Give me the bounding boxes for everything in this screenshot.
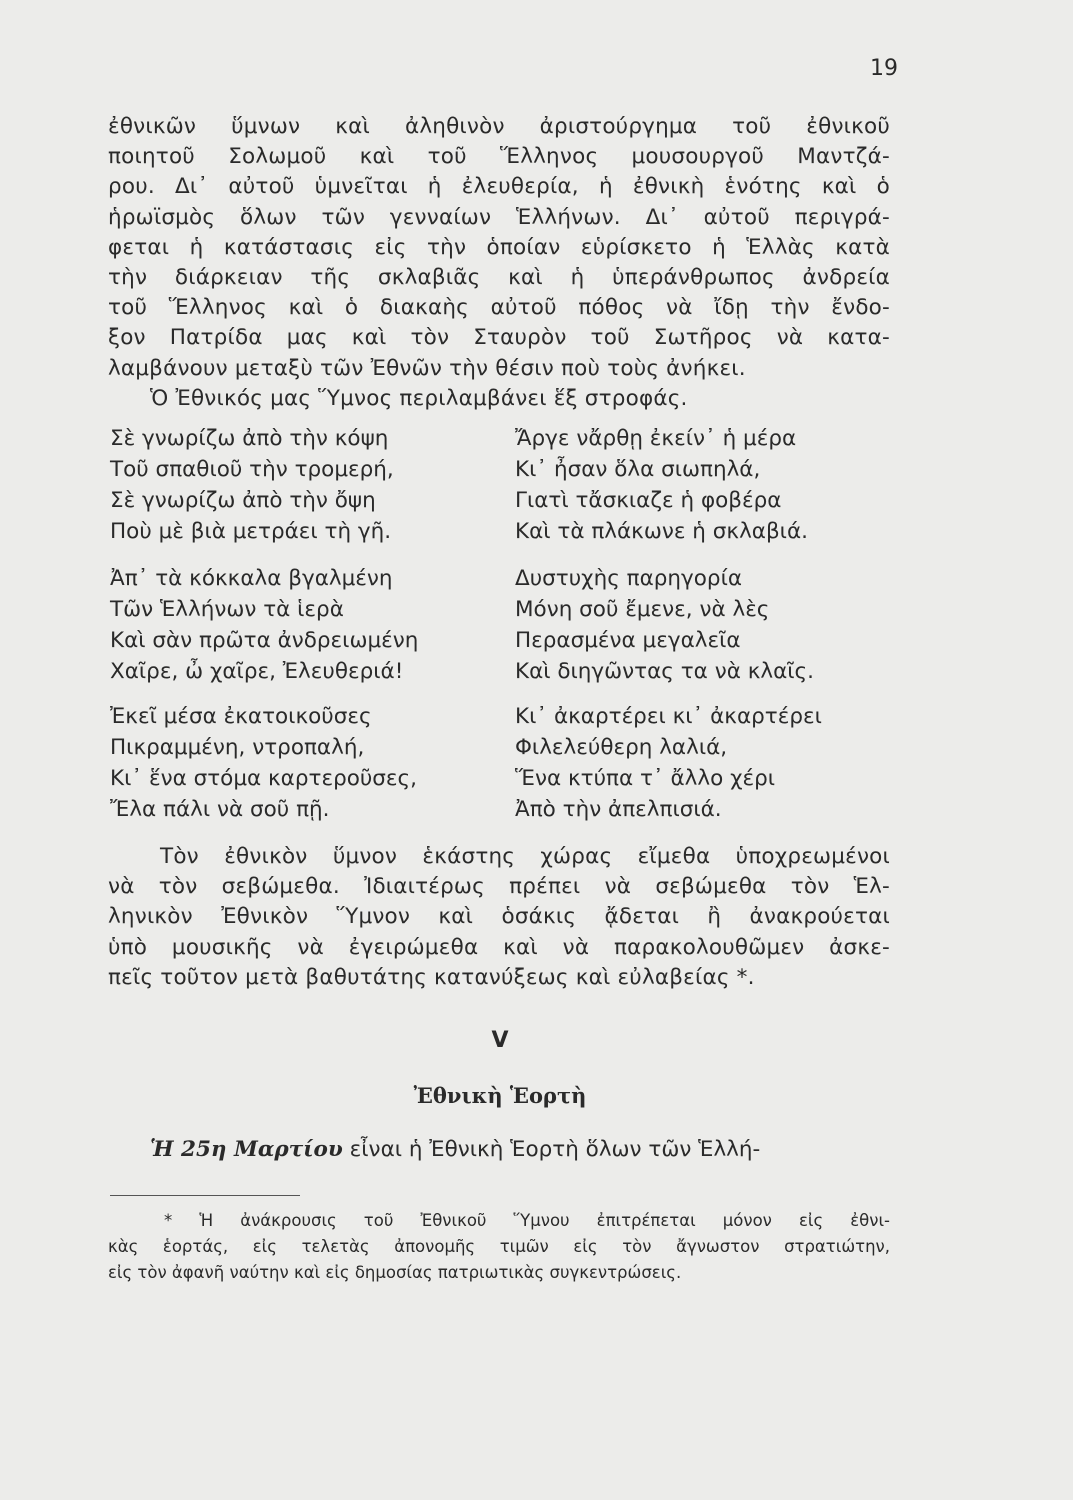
verse-line: Καὶ διηγῶντας τα νὰ κλαῖς. — [515, 659, 815, 684]
stanza-4 — [515, 563, 814, 687]
stanza-5 — [110, 701, 417, 825]
verse-line: Ἀπὸ τὴν ἀπελπισιά. — [515, 797, 722, 822]
verse-line: Δυστυχὴς παρηγορία — [515, 566, 743, 591]
verse-line: Κι᾽ ἀκαρτέρει κι᾽ ἀκαρτέρει — [515, 704, 822, 729]
page-number: 19 — [870, 56, 898, 81]
intro-line: ρου. Δι᾽ αὐτοῦ ὑμνεῖται ἡ ἐλευθερία, ἡ ἐθνικὴ ἑνότης καὶ ὁ — [108, 174, 890, 200]
verse-line: Ποὺ μὲ βιὰ μετράει τὴ γῆ. — [110, 519, 392, 544]
stanza-6 — [515, 701, 822, 825]
verse-line: Ἀπ᾽ τὰ κόκκαλα βγαλμένη — [110, 566, 393, 591]
outro-line: πεῖς τοῦτον μετὰ βαθυτάτης κατανύξεως καὶ εὐλαβείας *. — [108, 964, 755, 990]
verse-line: Τοῦ σπαθιοῦ τὴν τρομερή, — [110, 457, 394, 482]
lead-text: εἶναι ἡ Ἐθνικὴ Ἑορτὴ ὅλων τῶν Ἑλλή- — [342, 1137, 761, 1162]
verse-line: Φιλελεύθερη λαλιά, — [515, 735, 728, 760]
verse-line: Ἕνα κτύπα τ᾽ ἄλλο χέρι — [515, 766, 776, 791]
intro-paragraph — [108, 112, 890, 414]
section-title: Ἐθνικὴ Ἑορτὴ — [413, 1083, 587, 1108]
intro-line: φεται ἡ κατάστασις εἰς τὴν ὁποίαν εὑρίσκετο ἡ Ἑλλὰς κατὰ — [108, 234, 890, 260]
verse-line: Καὶ τὰ πλάκωνε ἡ σκλαβιά. — [515, 519, 808, 544]
outro-line: νὰ τὸν σεβώμεθα. Ἰδιαιτέρως πρέπει νὰ σεβώμεθα τὸν Ἑλ- — [108, 874, 890, 900]
verse-line: Τῶν Ἑλλήνων τὰ ἱερὰ — [110, 597, 344, 622]
footnote — [108, 1208, 890, 1286]
verse-line: Γιατὶ τἄσκιαζε ἡ φοβέρα — [515, 488, 782, 513]
intro-line: ξον Πατρίδα μας καὶ τὸν Σταυρὸν τοῦ Σωτῆρος νὰ κατα- — [108, 325, 890, 351]
verse-line: Σὲ γνωρίζω ἀπὸ τὴν ὄψη — [110, 488, 376, 513]
footnote-line: κὰς ἑορτάς, εἰς τελετὰς ἀπονομῆς τιμῶν εἰς τὸν ἄγνωστον στρατιώτην, — [108, 1237, 890, 1256]
verse-line: Σὲ γνωρίζω ἀπὸ τὴν κόψη — [110, 426, 389, 451]
verse-line: Κι᾽ ἦσαν ὅλα σιωπηλά, — [515, 457, 761, 482]
outro-paragraph — [108, 842, 890, 993]
verse-line: Ἄργε νἄρθῃ ἐκείν᾽ ἡ μέρα — [515, 426, 797, 451]
verse-line: Ἐκεῖ μέσα ἐκατοικοῦσες — [110, 704, 372, 729]
verse-line: Καὶ σὰν πρῶτα ἀνδρειωμένη — [110, 628, 419, 653]
lead-emphasis: Ἡ 25η Μαρτίου — [150, 1137, 343, 1162]
outro-line: ὑπὸ μουσικῆς νὰ ἐγειρώμεθα καὶ νὰ παρακολουθῶμεν ἀσκε- — [108, 934, 890, 960]
section-lead-line — [150, 1135, 890, 1165]
verse-line: Πικραμμένη, ντροπαλή, — [110, 735, 365, 760]
outro-line: ληνικὸν Ἐθνικὸν Ὕμνον καὶ ὁσάκις ᾄδεται ἢ ἀνακρούεται — [108, 904, 890, 930]
verse-line: Ἔλα πάλι νὰ σοῦ πῇ. — [110, 797, 330, 822]
intro-line: Ὁ Ἐθνικός μας Ὕμνος περιλαμβάνει ἕξ στροφάς. — [150, 385, 688, 411]
footnote-line: * Ἡ ἀνάκρουσις τοῦ Ἐθνικοῦ Ὕμνου ἐπιτρέπεται μόνον εἰς ἐθνι- — [164, 1211, 890, 1230]
stanza-2 — [515, 423, 808, 547]
verse-line: Μόνη σοῦ ἔμενε, νὰ λὲς — [515, 597, 770, 622]
intro-line: λαμβάνουν μεταξὺ τῶν Ἐθνῶν τὴν θέσιν ποὺ τοὺς ἀνήκει. — [108, 355, 746, 381]
stanza-3 — [110, 563, 418, 687]
intro-line: τοῦ Ἕλληνος καὶ ὁ διακαὴς αὐτοῦ πόθος νὰ ἴδῃ τὴν ἔνδο- — [108, 295, 890, 321]
section-number: V — [491, 1028, 509, 1053]
stanza-1 — [110, 423, 394, 547]
intro-line: ἡρωϊσμὸς ὅλων τῶν γενναίων Ἑλλήνων. Δι᾽ αὐτοῦ περιγρά- — [108, 204, 890, 230]
footnote-line: εἰς τὸν ἀφανῆ ναύτην καὶ εἰς δημοσίας πατριωτικὰς συγκεντρώσεις. — [108, 1263, 682, 1282]
intro-line: ἐθνικῶν ὕμνων καὶ ἀληθινὸν ἀριστούργημα τοῦ ἐθνικοῦ — [108, 114, 890, 139]
verse-line: Περασμένα μεγαλεῖα — [515, 628, 741, 653]
verse-line: Χαῖρε, ὦ χαῖρε, Ἐλευθεριά! — [110, 659, 404, 684]
intro-line: τὴν διάρκειαν τῆς σκλαβιᾶς καὶ ἡ ὑπεράνθρωπος ἀνδρεία — [108, 265, 890, 291]
footnote-divider — [110, 1195, 300, 1196]
outro-line: Τὸν ἐθνικὸν ὕμνον ἑκάστης χώρας εἴμεθα ὑποχρεωμένοι — [160, 844, 890, 869]
verse-line: Κι᾽ ἕνα στόμα καρτεροῦσες, — [110, 766, 418, 791]
intro-line: ποιητοῦ Σολωμοῦ καὶ τοῦ Ἕλληνος μουσουργοῦ Μαντζά- — [108, 144, 890, 170]
